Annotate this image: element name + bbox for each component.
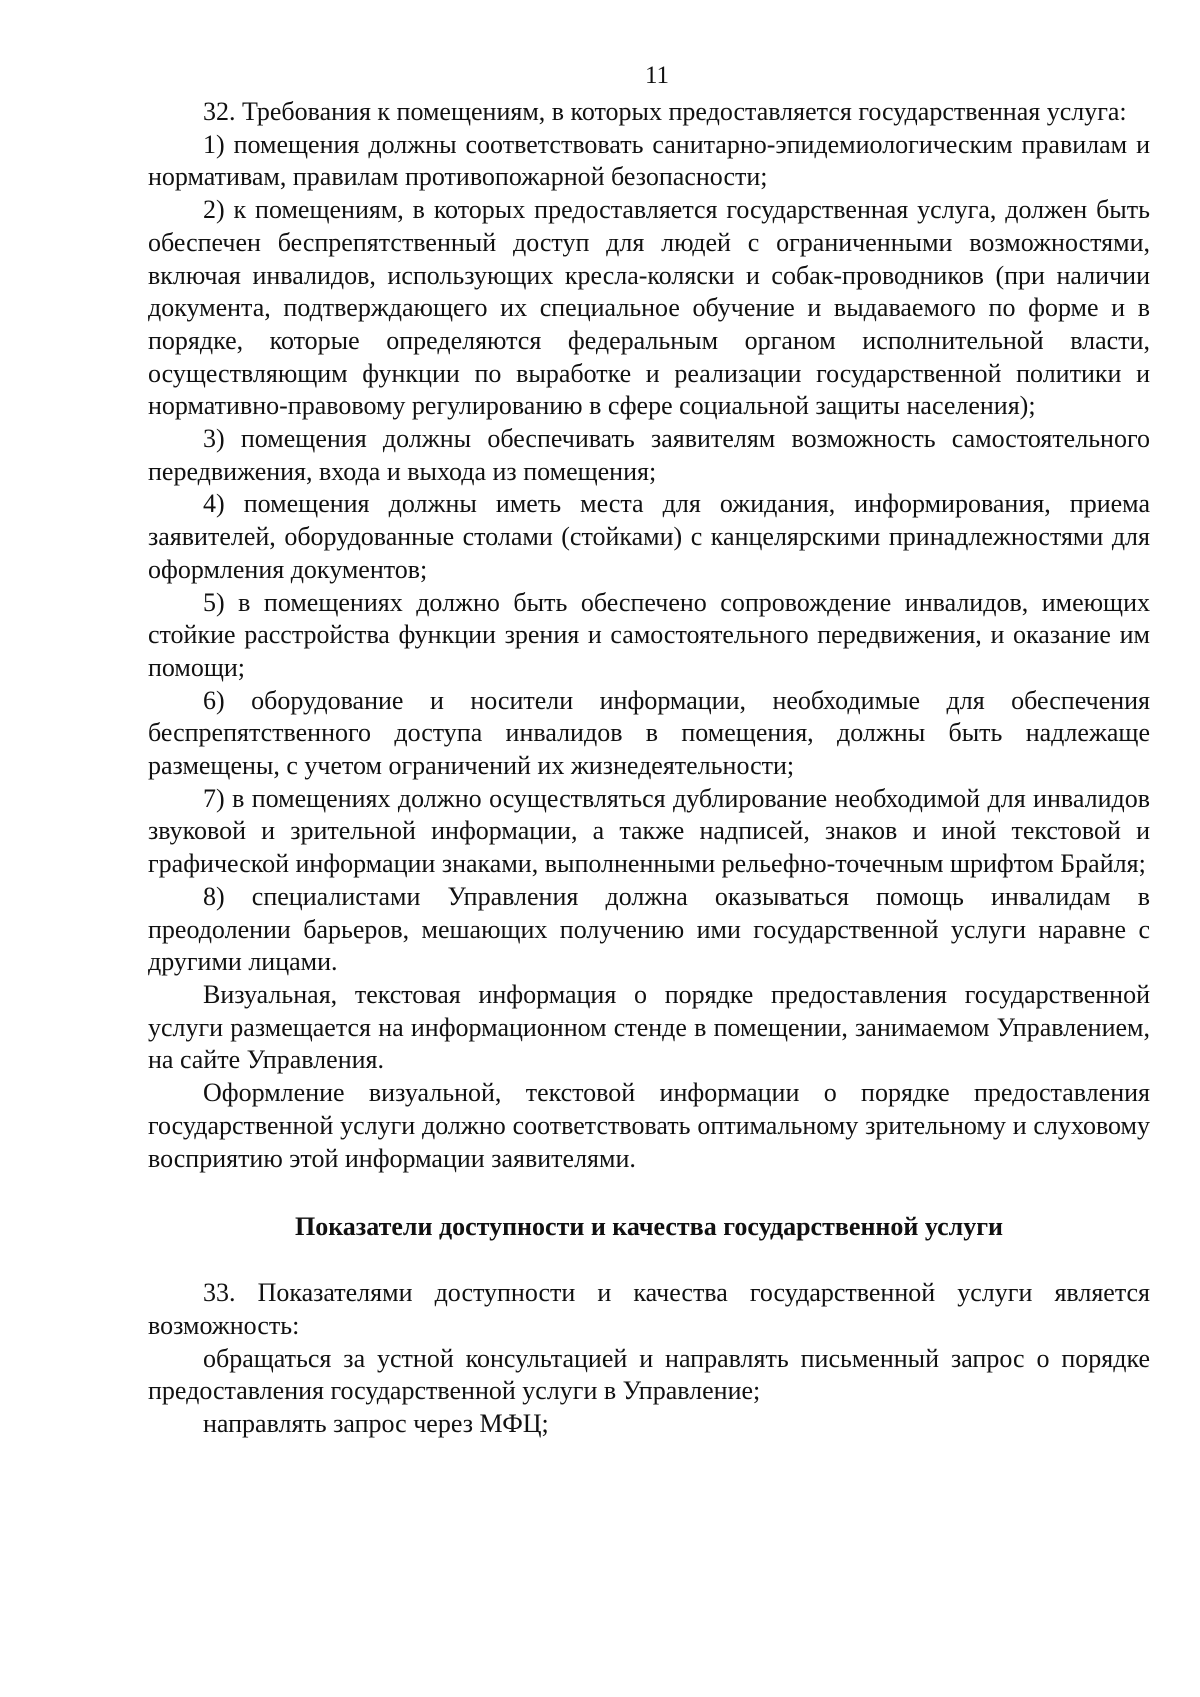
page-number: 11: [644, 62, 670, 89]
paragraph-32: 32. Требования к помещениям, в которых предоставляется государственная услуга:: [203, 97, 1127, 126]
list-item-6: 6) оборудование и носители информации, необходимые для обеспечения беспрепятственного доступа инвалидов в помещения, должны быть надлежаще размещены, с учетом ограничений их жизнедеятельности;: [148, 685, 1150, 781]
list-item-3: 3) помещения должны обеспечивать заявителям возможность самостоятельного передвижения, входа и выхода из помещения;: [148, 424, 1150, 486]
paragraph-mfc: направлять запрос через МФЦ;: [203, 1409, 549, 1439]
section-requirements: [148, 96, 1150, 1175]
list-item-1: 1) помещения должны соответствовать санитарно-эпидемиологическим правилам и нормативам, правилам противопожарной безопасности;: [148, 129, 1150, 192]
list-item-8: 8) специалистами Управления должна оказываться помощь инвалидам в преодолении барьеров, мешающих получению ими государственной услуги наравне с другими лицами.: [148, 881, 1150, 977]
list-item-7: 7) в помещениях должно осуществляться дублирование необходимой для инвалидов звуковой и зрительной информации, а также надписей, знаков и иной текстовой и графической информации знаками, выполненными рельефно-точечным шрифтом Брайля;: [148, 783, 1150, 879]
section-indicators: [148, 1277, 1150, 1441]
list-item-4: 4) помещения должны иметь места для ожидания, информирования, приема заявителей, оборудованные столами (стойками) с канцелярскими принадлежностями для оформления документов;: [148, 489, 1150, 584]
section-heading: Показатели доступности и качества государственной услуги: [294, 1212, 1004, 1242]
document-page: [148, 60, 1150, 1441]
paragraph-visual-info: Визуальная, текстовая информация о порядке предоставления государственной услуги размещается на информационном стенде в помещении, занимаемом Управлением, на сайте Управления.: [148, 979, 1150, 1075]
paragraph-info-design: Оформление визуальной, текстовой информации о порядке предоставления государственной услуги должно соответствовать оптимальному зрительному и слуховому восприятию этой информации заявителями.: [148, 1078, 1150, 1173]
list-item-2: 2) к помещениям, в которых предоставляется государственная услуга, должен быть обеспечен беспрепятственный доступ для людей с ограниченными возможностями, включая инвалидов, использующих кресла-коляски и собак-проводников (при наличии документа, подтверждающего их специальное обучение и выдаваемого по форме и в порядке, которые определяются федеральным органом исполнительной власти, осуществляющим функции по выработке и реализации государственной политики и нормативно-правовому регулированию в сфере социальной защиты населения);: [148, 195, 1150, 421]
paragraph-consultation: обращаться за устной консультацией и направлять письменный запрос о порядке предоставления государственной услуги в Управление;: [148, 1343, 1150, 1406]
paragraph-33: 33. Показателями доступности и качества государственной услуги является возможность:: [148, 1278, 1150, 1340]
list-item-5: 5) в помещениях должно быть обеспечено сопровождение инвалидов, имеющих стойкие расстройства функции зрения и самостоятельного передвижения, и оказание им помощи;: [148, 587, 1150, 682]
